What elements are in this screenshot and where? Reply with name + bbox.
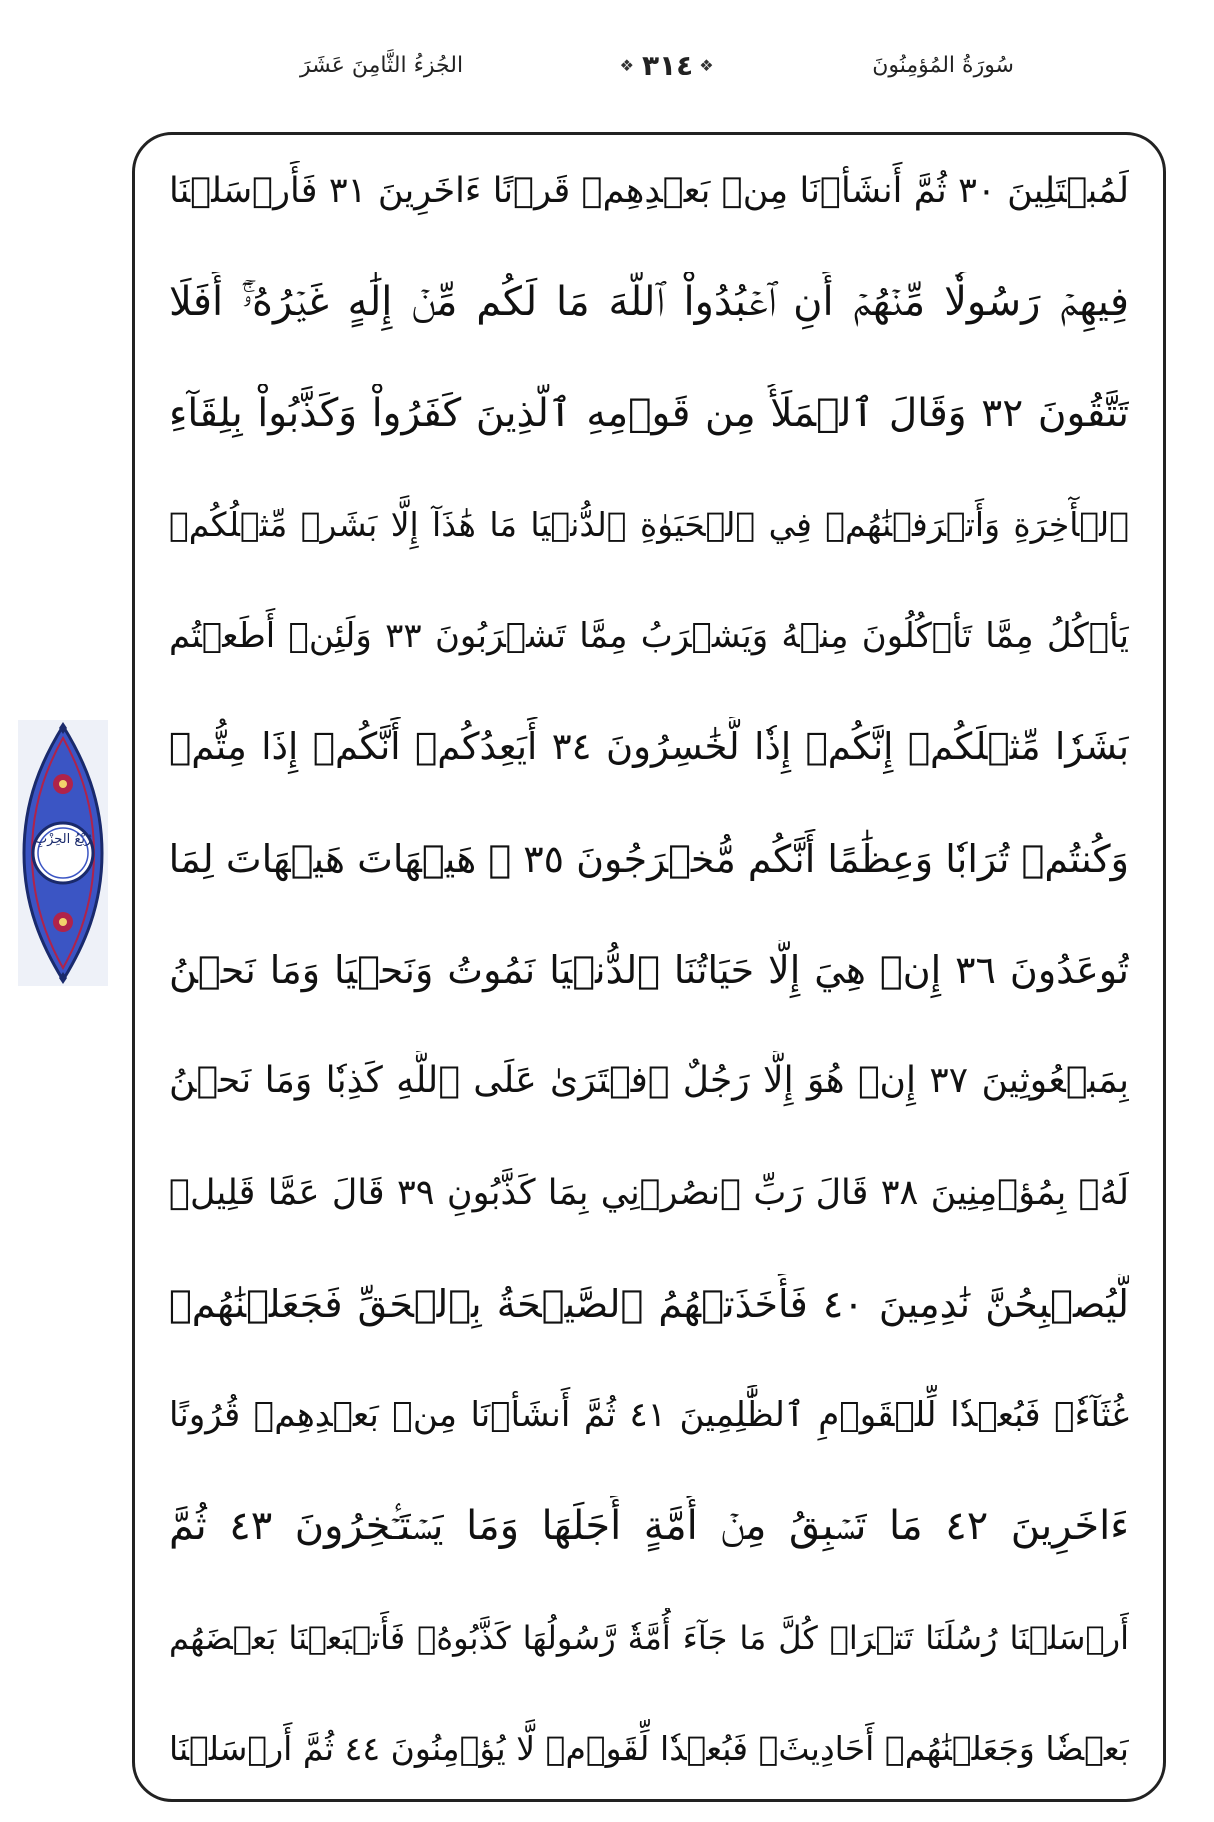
hizb-label: رُبْعُ الحِزْبِ — [34, 832, 92, 847]
hizb-ornament-icon — [18, 720, 108, 986]
text-line: بَعۡضٗا وَجَعَلۡنَٰهُمۡ أَحَادِيثَۚ فَبُعۡدٗا لِّقَوۡمٖ لَّا يُؤۡمِنُونَ ٤٤ ثُمَّ أَرۡسَلۡنَا — [169, 1728, 1129, 1768]
text-line: تَتَّقُونَ ٣٢ وَقَالَ ٱلۡمَلَأُ مِن قَوۡمِهِ ٱلَّذِينَ كَفَرُواْ وَكَذَّبُواْ بِلِقَآءِ — [169, 390, 1129, 436]
ornament-right-icon: ❖ — [619, 55, 636, 75]
page-number — [620, 49, 716, 82]
text-line: لَمُبۡتَلِينَ ٣٠ ثُمَّ أَنشَأۡنَا مِنۢ بَعۡدِهِمۡ قَرۡنًا ءَاخَرِينَ ٣١ فَأَرۡسَلۡنَا — [169, 171, 1129, 211]
text-line: بَشَرٗا مِّثۡلَكُمۡ إِنَّكُمۡ إِذٗا لَّخَٰسِرُونَ ٣٤ أَيَعِدُكُمۡ أَنَّكُمۡ إِذَا مِتُّمۡ — [169, 725, 1129, 769]
text-line: يَأۡكُلُ مِمَّا تَأۡكُلُونَ مِنۡهُ وَيَشۡرَبُ مِمَّا تَشۡرَبُونَ ٣٣ وَلَئِنۡ أَطَعۡتُم — [169, 616, 1129, 657]
text-line: فِيهِمۡ رَسُولٗا مِّنۡهُمۡ أَنِ ٱعۡبُدُواْ ٱللَّهَ مَا لَكُم مِّنۡ إِلَٰهٍ غَيۡرُهُۥٓۚ أَفَلَا — [169, 279, 1129, 326]
text-line: وَكُنتُمۡ تُرَابٗا وَعِظَٰمًا أَنَّكُم مُّخۡرَجُونَ ٣٥ ۞ هَيۡهَاتَ هَيۡهَاتَ لِمَا — [169, 836, 1129, 881]
text-line: ءَاخَرِينَ ٤٢ مَا تَسۡبِقُ مِنۡ أُمَّةٍ أَجَلَهَا وَمَا يَسۡتَـٔۡخِرُونَ ٤٣ ثُمَّ — [169, 1503, 1129, 1550]
hizb-quarter-marker — [18, 720, 108, 986]
page-number-text: ٣١٤ — [642, 48, 694, 82]
text-line: بِمَبۡعُوثِينَ ٣٧ إِنۡ هُوَ إِلَّا رَجُلٌ ٱفۡتَرَىٰ عَلَى ٱللَّهِ كَذِبٗا وَمَا نَحۡنُ — [169, 1060, 1129, 1102]
verses-block — [169, 161, 1129, 1779]
ornament-left-icon: ❖ — [699, 55, 716, 75]
text-line: لَهُۥ بِمُؤۡمِنِينَ ٣٨ قَالَ رَبِّ ٱنصُرۡنِي بِمَا كَذَّبُونِ ٣٩ قَالَ عَمَّا قَلِيلٖ — [169, 1172, 1129, 1213]
text-line: غُثَآءٗۚ فَبُعۡدٗا لِّلۡقَوۡمِ ٱلظَّٰلِمِينَ ٤١ ثُمَّ أَنشَأۡنَا مِنۢ بَعۡدِهِمۡ قُرُونًا — [169, 1395, 1129, 1436]
surah-name: سُورَةُ المُؤمِنُونَ — [872, 52, 1014, 78]
page-header — [300, 40, 1014, 90]
text-line: ٱلۡأٓخِرَةِ وَأَتۡرَفۡنَٰهُمۡ فِي ٱلۡحَيَوٰةِ ٱلدُّنۡيَا مَا هَٰذَآ إِلَّا بَشَرٞ مِّثۡلُكُمۡ — [169, 504, 1129, 544]
text-frame — [132, 132, 1166, 1802]
juz-name: الجُزءُ الثَّامِنَ عَشَرَ — [300, 52, 464, 78]
text-line: أَرۡسَلۡنَا رُسُلَنَا تَتۡرَاۖ كُلَّ مَا جَآءَ أُمَّةٗ رَّسُولُهَا كَذَّبُوهُۖ فَأَتۡبَعۡنَا بَعۡضَهُم — [169, 1618, 1129, 1657]
text-line: لَّيُصۡبِحُنَّ نَٰدِمِينَ ٤٠ فَأَخَذَتۡهُمُ ٱلصَّيۡحَةُ بِٱلۡحَقِّ فَجَعَلۡنَٰهُمۡ — [169, 1281, 1129, 1326]
text-line: تُوعَدُونَ ٣٦ إِنۡ هِيَ إِلَّا حَيَاتُنَا ٱلدُّنۡيَا نَمُوتُ وَنَحۡيَا وَمَا نَحۡنُ — [169, 947, 1129, 992]
